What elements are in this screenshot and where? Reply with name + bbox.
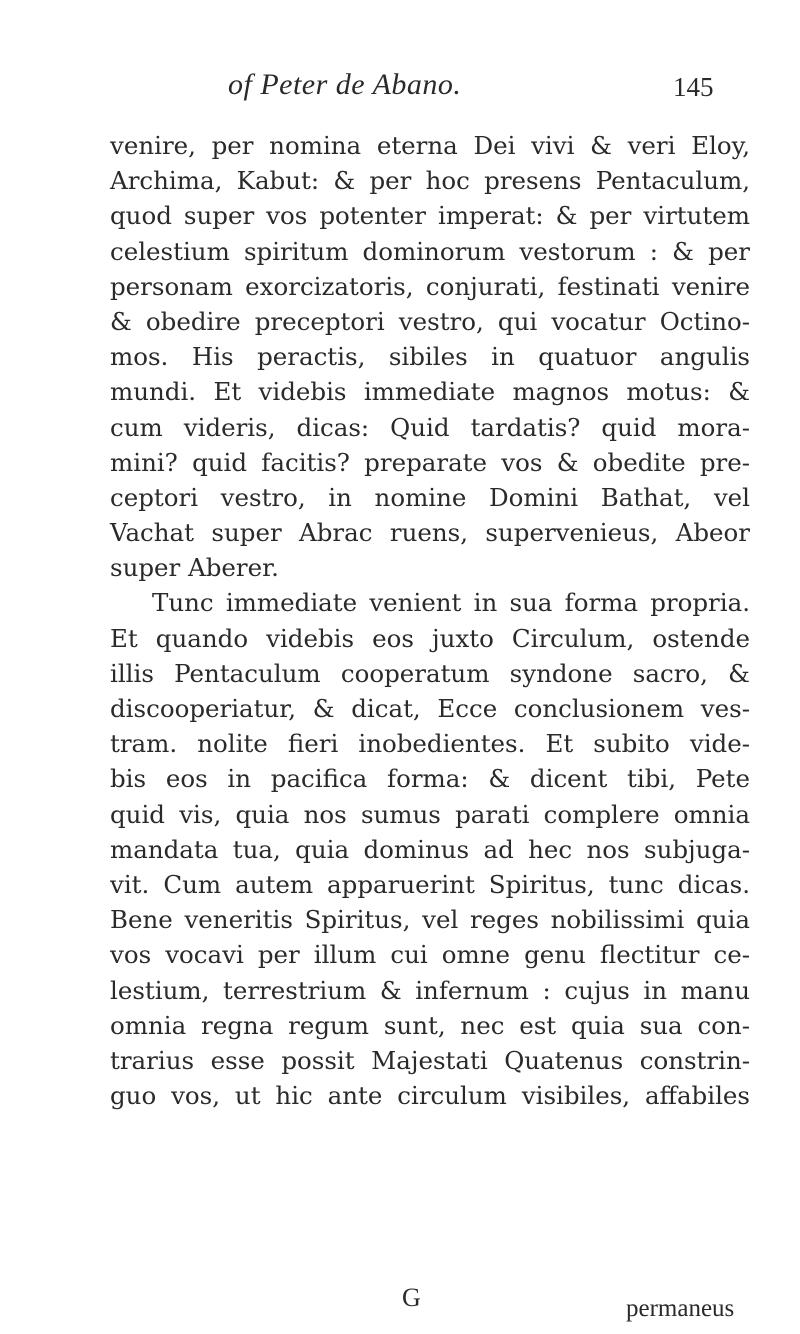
text-line: lestium, terrestrium & infernum : cujus in manu [110, 975, 750, 1005]
text-line: guo vos, ut hic ante circulum visibiles, affabiles [110, 1081, 750, 1111]
text-line: mos. His peractis, sibiles in quatuor angulis [110, 342, 750, 372]
signature-mark: G [402, 1283, 421, 1312]
page-number: 145 [673, 72, 714, 102]
text-line: ceptori vestro, in nomine Domini Bathat, vel [110, 482, 750, 512]
text-line: mini? quid facitis? preparate vos & obedite pre- [110, 447, 750, 477]
running-head [0, 62, 800, 112]
text-line: illis Pentaculum cooperatum syndone sacro, & [110, 658, 750, 688]
text-line: quid vis, quia nos sumus parati complere omnia [110, 799, 750, 829]
text-line: super Aberer. [110, 553, 279, 583]
text-line: Vachat super Abrac ruens, supervenieus, Abeor [110, 518, 750, 548]
running-title: of Peter de Abano. [228, 68, 462, 101]
page-footer [0, 1283, 800, 1323]
text-line: Archima, Kabut: & per hoc presens Pentaculum, [110, 166, 750, 196]
text-line: celestium spiritum dominorum vestorum : & per [110, 236, 750, 266]
text-line: personam exorcizatoris, conjurati, festinati venire [110, 271, 750, 301]
catchword: permaneus [626, 1295, 735, 1322]
text-line: Bene veneritis Spiritus, vel reges nobilissimi quia [110, 905, 750, 935]
text-line: & obedire preceptori vestro, qui vocatur Octino- [110, 306, 750, 336]
text-line: vos vocavi per illum cui omne genu flectitur ce- [110, 940, 750, 970]
text-line: cum videris, dicas: Quid tardatis? quid mora- [110, 412, 750, 442]
text-line: Tunc immediate venient in sua forma propria. [152, 588, 750, 618]
text-line: quod super vos potenter imperat: & per virtutem [110, 201, 750, 231]
text-line: bis eos in pacifica forma: & dicent tibi, Pete [110, 764, 750, 794]
text-line: omnia regna regum sunt, nec est quia sua con- [110, 1010, 750, 1040]
text-line: mandata tua, quia dominus ad hec nos subjuga- [110, 834, 750, 864]
text-line: trarius esse possit Majestati Quatenus constrin- [110, 1045, 750, 1075]
text-line: venire, per nomina eterna Dei vivi & veri Eloy, [110, 131, 750, 160]
text-line: Et quando videbis eos juxto Circulum, ostende [110, 623, 750, 653]
text-line: mundi. Et videbis immediate magnos motus: & [110, 377, 750, 407]
body-text [110, 128, 750, 1113]
text-line: discooperiatur, & dicat, Ecce conclusionem ves- [110, 694, 750, 723]
text-line: tram. nolite fieri inobedientes. Et subito vide- [110, 729, 750, 759]
text-line: vit. Cum autem apparuerint Spiritus, tunc dicas. [110, 869, 750, 899]
